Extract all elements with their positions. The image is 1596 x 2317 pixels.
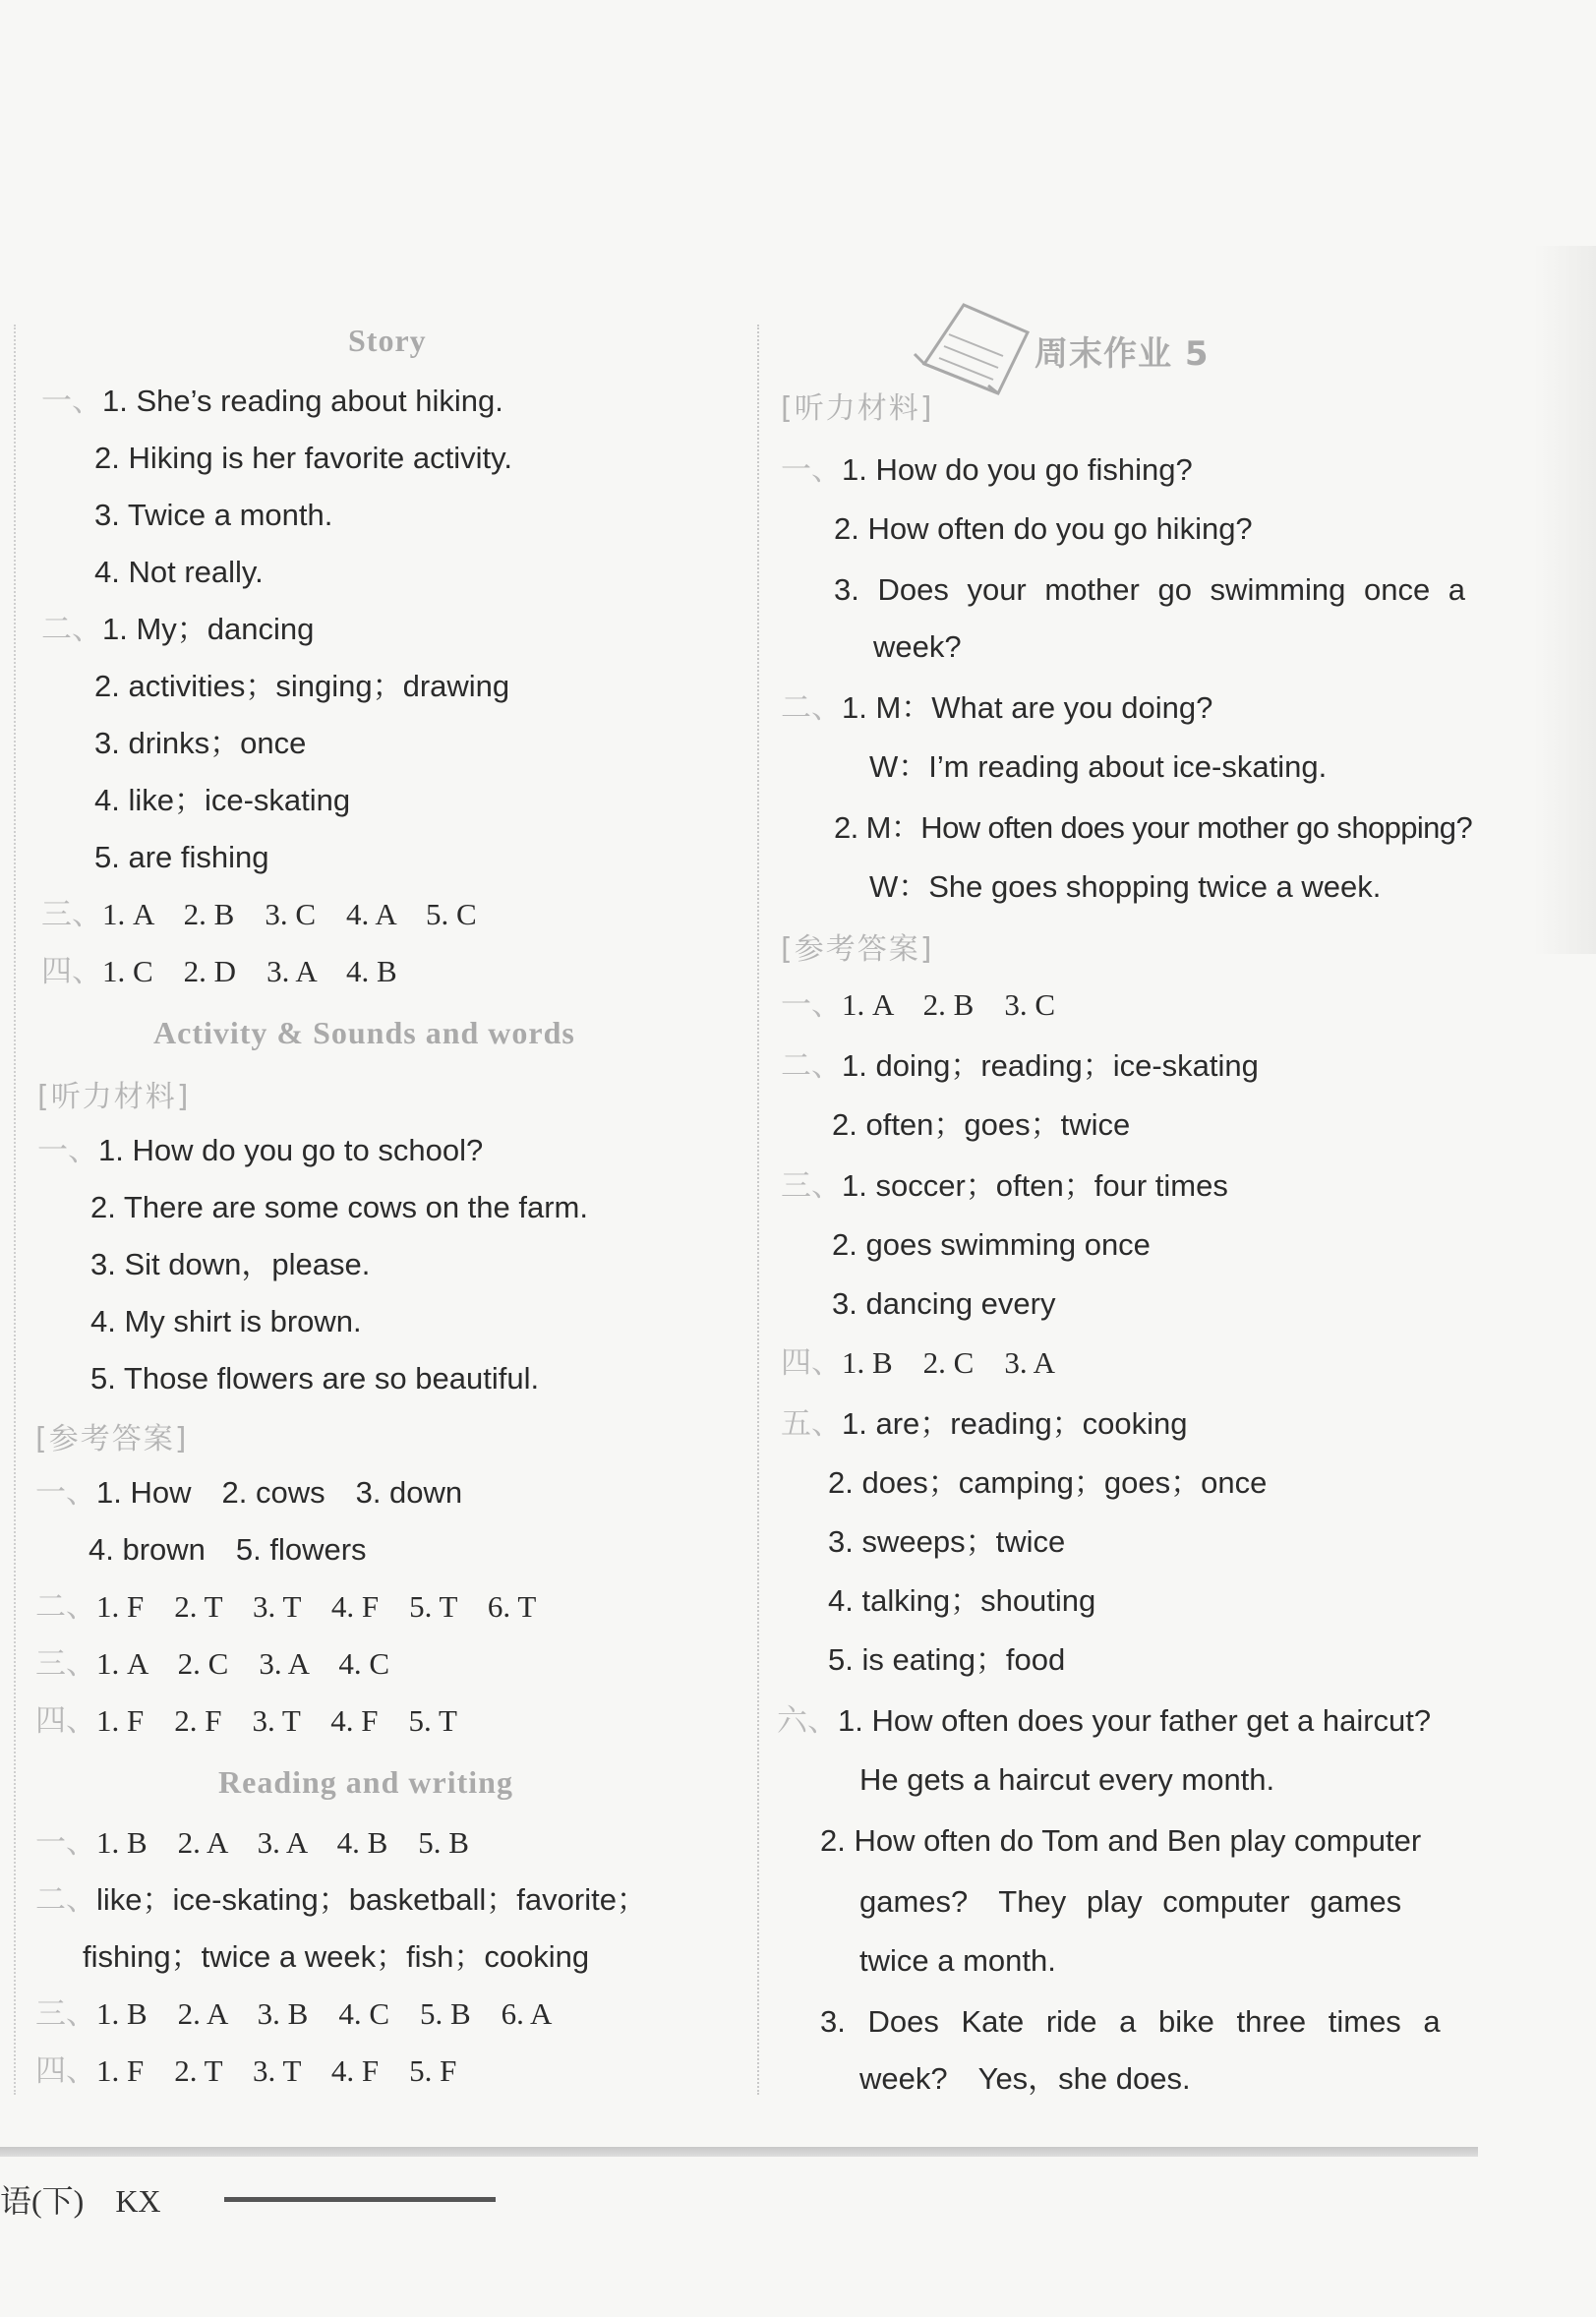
bottom-rule — [0, 2147, 1478, 2157]
reference-answers-label: [参考答案] — [35, 1422, 189, 1456]
answer-line — [35, 1644, 389, 1684]
answer-text: 1. A 2. B 3. C 4. A 5. C — [102, 897, 477, 931]
listening-line — [90, 1359, 539, 1398]
story-line — [41, 895, 477, 934]
answer-text: 1. How do you go to school? — [98, 1133, 484, 1167]
section-mark: 三、 — [41, 897, 102, 932]
answer-text: 5. Those flowers are so beautiful. — [90, 1361, 540, 1396]
answer-text: 1. B 2. A 3. B 4. C 5. B 6. A — [96, 1996, 553, 2031]
answer-line — [859, 1882, 1401, 1922]
answer-text: 2. M：How often does your mother go shopping? — [834, 810, 1473, 845]
answer-text: 4. talking；shouting — [828, 1583, 1096, 1618]
story-line — [41, 952, 397, 991]
left-column — [0, 0, 757, 2114]
footer-underline — [224, 2197, 496, 2202]
story-line — [94, 838, 269, 877]
answer-line — [859, 1941, 1056, 1981]
listening-line — [834, 570, 1465, 610]
answer-text: 1. F 2. F 3. T 4. F 5. T — [96, 1703, 457, 1738]
answer-line — [777, 1701, 1431, 1741]
listening-line — [90, 1188, 588, 1227]
listening-material-label: [听力材料] — [37, 1080, 191, 1114]
section-mark: 四、 — [35, 1703, 96, 1739]
section-mark: 二、 — [35, 1882, 96, 1918]
story-heading: Story — [348, 323, 427, 358]
listening-line — [781, 688, 1212, 728]
reading-line — [35, 2051, 456, 2091]
answer-text: 3. Does your mother go swimming once a — [834, 572, 1466, 607]
right-column — [767, 0, 1514, 2114]
answer-text: 1. A 2. C 3. A 4. C — [96, 1646, 389, 1681]
page-edge-shadow — [1534, 246, 1596, 954]
section-mark: 二、 — [35, 1589, 96, 1625]
section-mark: 五、 — [781, 1406, 842, 1442]
listening-line — [869, 867, 1381, 907]
answer-text: 1. How often does your father get a haircut? — [838, 1703, 1432, 1738]
listening-material-label: [听力材料] — [781, 391, 934, 426]
section-mark: 四、 — [41, 954, 102, 989]
answer-text: fishing；twice a week；fish；cooking — [83, 1939, 590, 1974]
answer-text: week? Yes，she does. — [859, 2061, 1191, 2096]
answer-text: 1. soccer；often；four times — [842, 1168, 1228, 1203]
answer-line — [828, 1522, 1065, 1562]
answer-text: 2. How often do you go hiking? — [834, 511, 1253, 546]
reading-heading: Reading and writing — [218, 1764, 513, 1800]
answer-text: 3. drinks；once — [94, 726, 307, 760]
story-line — [94, 439, 512, 478]
answer-text: 1. B 2. C 3. A — [842, 1345, 1056, 1380]
reading-line — [35, 1823, 469, 1863]
answer-line — [859, 1760, 1274, 1800]
answer-text: 3. Twice a month. — [94, 498, 333, 532]
section-mark: 二、 — [781, 690, 842, 726]
answer-text: 1. M：What are you doing? — [842, 690, 1213, 725]
reading-line — [35, 1994, 552, 2034]
story-line — [94, 553, 264, 592]
answer-line — [832, 1225, 1151, 1265]
listening-line — [90, 1245, 370, 1284]
section-mark: 三、 — [781, 1168, 842, 1204]
answer-line — [781, 1343, 1055, 1383]
answer-text: 2. There are some cows on the farm. — [90, 1190, 588, 1224]
answer-text: 2. does；camping；goes；once — [828, 1465, 1268, 1500]
answer-text: 4. My shirt is brown. — [90, 1304, 362, 1338]
answer-text: 1. B 2. A 3. A 4. B 5. B — [96, 1825, 469, 1860]
answer-text: 1. A 2. B 3. C — [842, 987, 1056, 1022]
section-mark: 二、 — [41, 612, 102, 647]
answer-text: 1. How 2. cows 3. down — [96, 1475, 463, 1510]
answer-line — [828, 1581, 1095, 1621]
answer-text: 1. doing；reading；ice-skating — [842, 1048, 1259, 1083]
story-line — [94, 724, 306, 763]
reference-answers-label: [参考答案] — [781, 932, 934, 967]
answer-line — [35, 1701, 457, 1741]
answer-text: 1. She’s reading about hiking. — [102, 384, 503, 418]
answer-text: 5. is eating；food — [828, 1642, 1066, 1677]
answer-text: like；ice-skating；basketball；favorite； — [96, 1882, 647, 1917]
reading-line — [83, 1937, 589, 1977]
answer-line — [781, 1166, 1228, 1206]
section-mark: 一、 — [35, 1825, 96, 1861]
answer-line — [35, 1587, 536, 1627]
answer-line — [89, 1530, 367, 1570]
answer-line — [35, 1473, 462, 1513]
listening-line — [781, 450, 1193, 490]
listening-line — [834, 509, 1253, 549]
listening-line — [869, 747, 1327, 787]
answer-text: 2. often；goes；twice — [832, 1107, 1131, 1142]
weekend-homework-heading: 周末作业 5 — [1034, 334, 1210, 374]
answer-line — [828, 1463, 1267, 1503]
section-mark: 一、 — [781, 987, 842, 1023]
answer-line — [820, 1821, 1421, 1861]
answer-line — [820, 2002, 1441, 2042]
listening-line — [90, 1302, 362, 1341]
answer-line — [832, 1284, 1055, 1324]
answer-text: 5. are fishing — [94, 840, 269, 874]
answer-text: 2. Hiking is her favorite activity. — [94, 441, 512, 475]
answer-text: games? They play computer games — [859, 1884, 1402, 1919]
story-line — [41, 382, 503, 421]
section-mark: 一、 — [37, 1133, 98, 1168]
section-mark: 一、 — [35, 1475, 96, 1511]
answer-text: 1. My；dancing — [102, 612, 315, 646]
answer-text: 3. dancing every — [832, 1286, 1056, 1321]
section-mark: 三、 — [35, 1646, 96, 1682]
answer-text: He gets a haircut every month. — [859, 1762, 1275, 1797]
story-line — [94, 781, 350, 820]
reading-line — [35, 1880, 647, 1920]
section-mark: 四、 — [781, 1345, 842, 1381]
answer-text: week? — [873, 629, 962, 664]
answer-text: 2. activities；singing；drawing — [94, 669, 510, 703]
footer-label: 语(下) KX — [0, 2183, 161, 2219]
answer-text: twice a month. — [859, 1943, 1056, 1978]
activity-heading: Activity & Sounds and words — [153, 1015, 575, 1050]
answer-text: 3. Sit down，please. — [90, 1247, 371, 1281]
listening-line — [37, 1131, 483, 1170]
story-line — [94, 496, 332, 535]
story-line — [94, 667, 509, 706]
answer-text: W：She goes shopping twice a week. — [869, 869, 1382, 904]
answer-text: 2. goes swimming once — [832, 1227, 1151, 1262]
answer-line — [828, 1640, 1065, 1680]
story-line — [41, 610, 314, 649]
section-mark: 一、 — [781, 452, 842, 488]
section-mark: 六、 — [777, 1703, 838, 1739]
answer-text: 1. C 2. D 3. A 4. B — [102, 954, 397, 988]
answer-line — [832, 1105, 1130, 1145]
listening-line — [834, 808, 1472, 848]
answer-text: W：I’m reading about ice-skating. — [869, 749, 1328, 784]
answer-text: 1. F 2. T 3. T 4. F 5. T 6. T — [96, 1589, 537, 1624]
section-mark: 一、 — [41, 384, 102, 419]
column-divider — [757, 325, 759, 2095]
answer-line — [859, 2059, 1191, 2099]
answer-line — [781, 985, 1055, 1025]
answer-line — [781, 1046, 1259, 1086]
answer-text: 2. How often do Tom and Ben play computer — [820, 1823, 1422, 1858]
section-mark: 四、 — [35, 2053, 96, 2089]
section-mark: 三、 — [35, 1996, 96, 2032]
answer-line — [781, 1404, 1188, 1444]
answer-text: 4. brown 5. flowers — [89, 1532, 367, 1567]
answer-text: 3. Does Kate ride a bike three times a — [820, 2004, 1441, 2039]
answer-text: 3. sweeps；twice — [828, 1524, 1066, 1559]
answer-text: 1. are；reading；cooking — [842, 1406, 1188, 1441]
answer-text: 4. Not really. — [94, 555, 264, 589]
answer-text: 1. How do you go fishing? — [842, 452, 1193, 487]
listening-line — [873, 627, 962, 667]
section-mark: 二、 — [781, 1048, 842, 1084]
answer-text: 1. F 2. T 3. T 4. F 5. F — [96, 2053, 457, 2088]
answer-text: 4. like；ice-skating — [94, 783, 351, 817]
